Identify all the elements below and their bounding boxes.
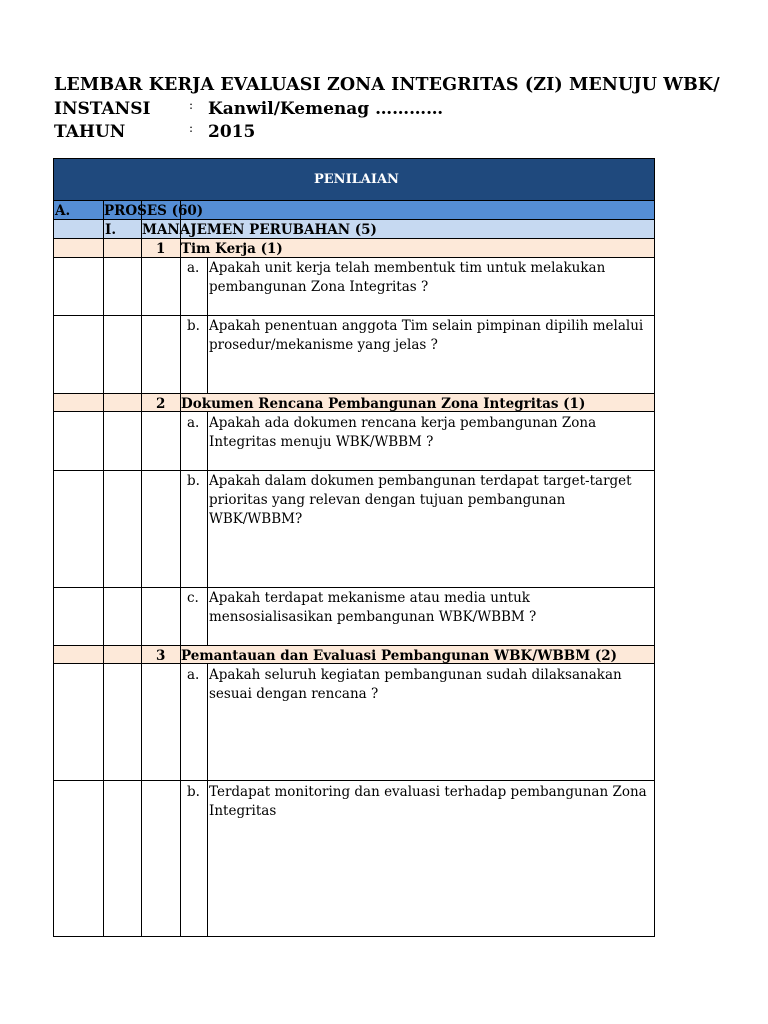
- question-line: Apakah terdapat mekanisme atau media untuk: [209, 590, 530, 606]
- subsection-title: MANAJEMEN PERUBAHAN (5): [142, 222, 377, 238]
- tahun-value: 2015: [208, 122, 256, 142]
- question-line: Apakah penentuan anggota Tim selain pimpinan dipilih melalui: [209, 318, 644, 334]
- question-letter: c.: [187, 590, 199, 606]
- tahun-colon: :: [189, 121, 194, 135]
- score-cell[interactable]: [53, 470, 103, 587]
- question-letter: b.: [187, 473, 200, 489]
- question-letter: a.: [187, 415, 200, 431]
- question-line: prosedur/mekanisme yang jelas ?: [209, 337, 438, 353]
- question-line: Integritas menuju WBK/WBBM ?: [209, 434, 434, 450]
- section-title: PROSES (60): [104, 203, 204, 219]
- question-line: mensosialisasikan pembangunan WBK/WBBM ?: [209, 609, 537, 625]
- group-number: 2: [156, 396, 166, 412]
- question-line: pembangunan Zona Integritas ?: [209, 279, 429, 295]
- score-cell[interactable]: [53, 780, 103, 937]
- evaluation-sheet: [53, 158, 655, 937]
- question-line: prioritas yang relevan dengan tujuan pembangunan: [209, 492, 566, 508]
- group-title: Dokumen Rencana Pembangunan Zona Integritas (1): [181, 396, 586, 412]
- question-letter: a.: [187, 260, 200, 276]
- group-title: Tim Kerja (1): [181, 241, 283, 257]
- section-code: A.: [55, 203, 71, 219]
- score-cell[interactable]: [53, 587, 103, 645]
- instansi-value: Kanwil/Kemenag …………: [208, 99, 444, 119]
- document-title: LEMBAR KERJA EVALUASI ZONA INTEGRITAS (ZI) MENUJU WBK/: [54, 75, 720, 95]
- question-letter: b.: [187, 784, 200, 800]
- instansi-colon: :: [189, 98, 194, 112]
- score-cell[interactable]: [53, 315, 103, 393]
- table-header-title: PENILAIAN: [314, 172, 399, 187]
- question-letter: a.: [187, 667, 200, 683]
- instansi-label: INSTANSI: [54, 99, 151, 119]
- question-line: WBK/WBBM?: [209, 511, 303, 527]
- question-line: Apakah dalam dokumen pembangunan terdapat target-target: [209, 473, 632, 489]
- question-line: Terdapat monitoring dan evaluasi terhadap pembangunan Zona: [209, 784, 647, 800]
- subsection-code: I.: [105, 222, 117, 238]
- group-title: Pemantauan dan Evaluasi Pembangunan WBK/WBBM (2): [181, 648, 618, 664]
- score-cell[interactable]: [53, 663, 103, 780]
- score-cell[interactable]: [53, 411, 103, 470]
- question-line: Apakah seluruh kegiatan pembangunan sudah dilaksanakan: [209, 667, 622, 683]
- group-number: 3: [156, 648, 166, 664]
- question-line: Apakah ada dokumen rencana kerja pembangunan Zona: [209, 415, 597, 431]
- question-line: Integritas: [209, 803, 277, 819]
- question-letter: b.: [187, 318, 200, 334]
- tahun-label: TAHUN: [54, 122, 126, 142]
- score-cell[interactable]: [53, 257, 103, 315]
- question-line: Apakah unit kerja telah membentuk tim untuk melakukan: [209, 260, 606, 276]
- group-number: 1: [156, 241, 166, 257]
- question-line: sesuai dengan rencana ?: [209, 686, 379, 702]
